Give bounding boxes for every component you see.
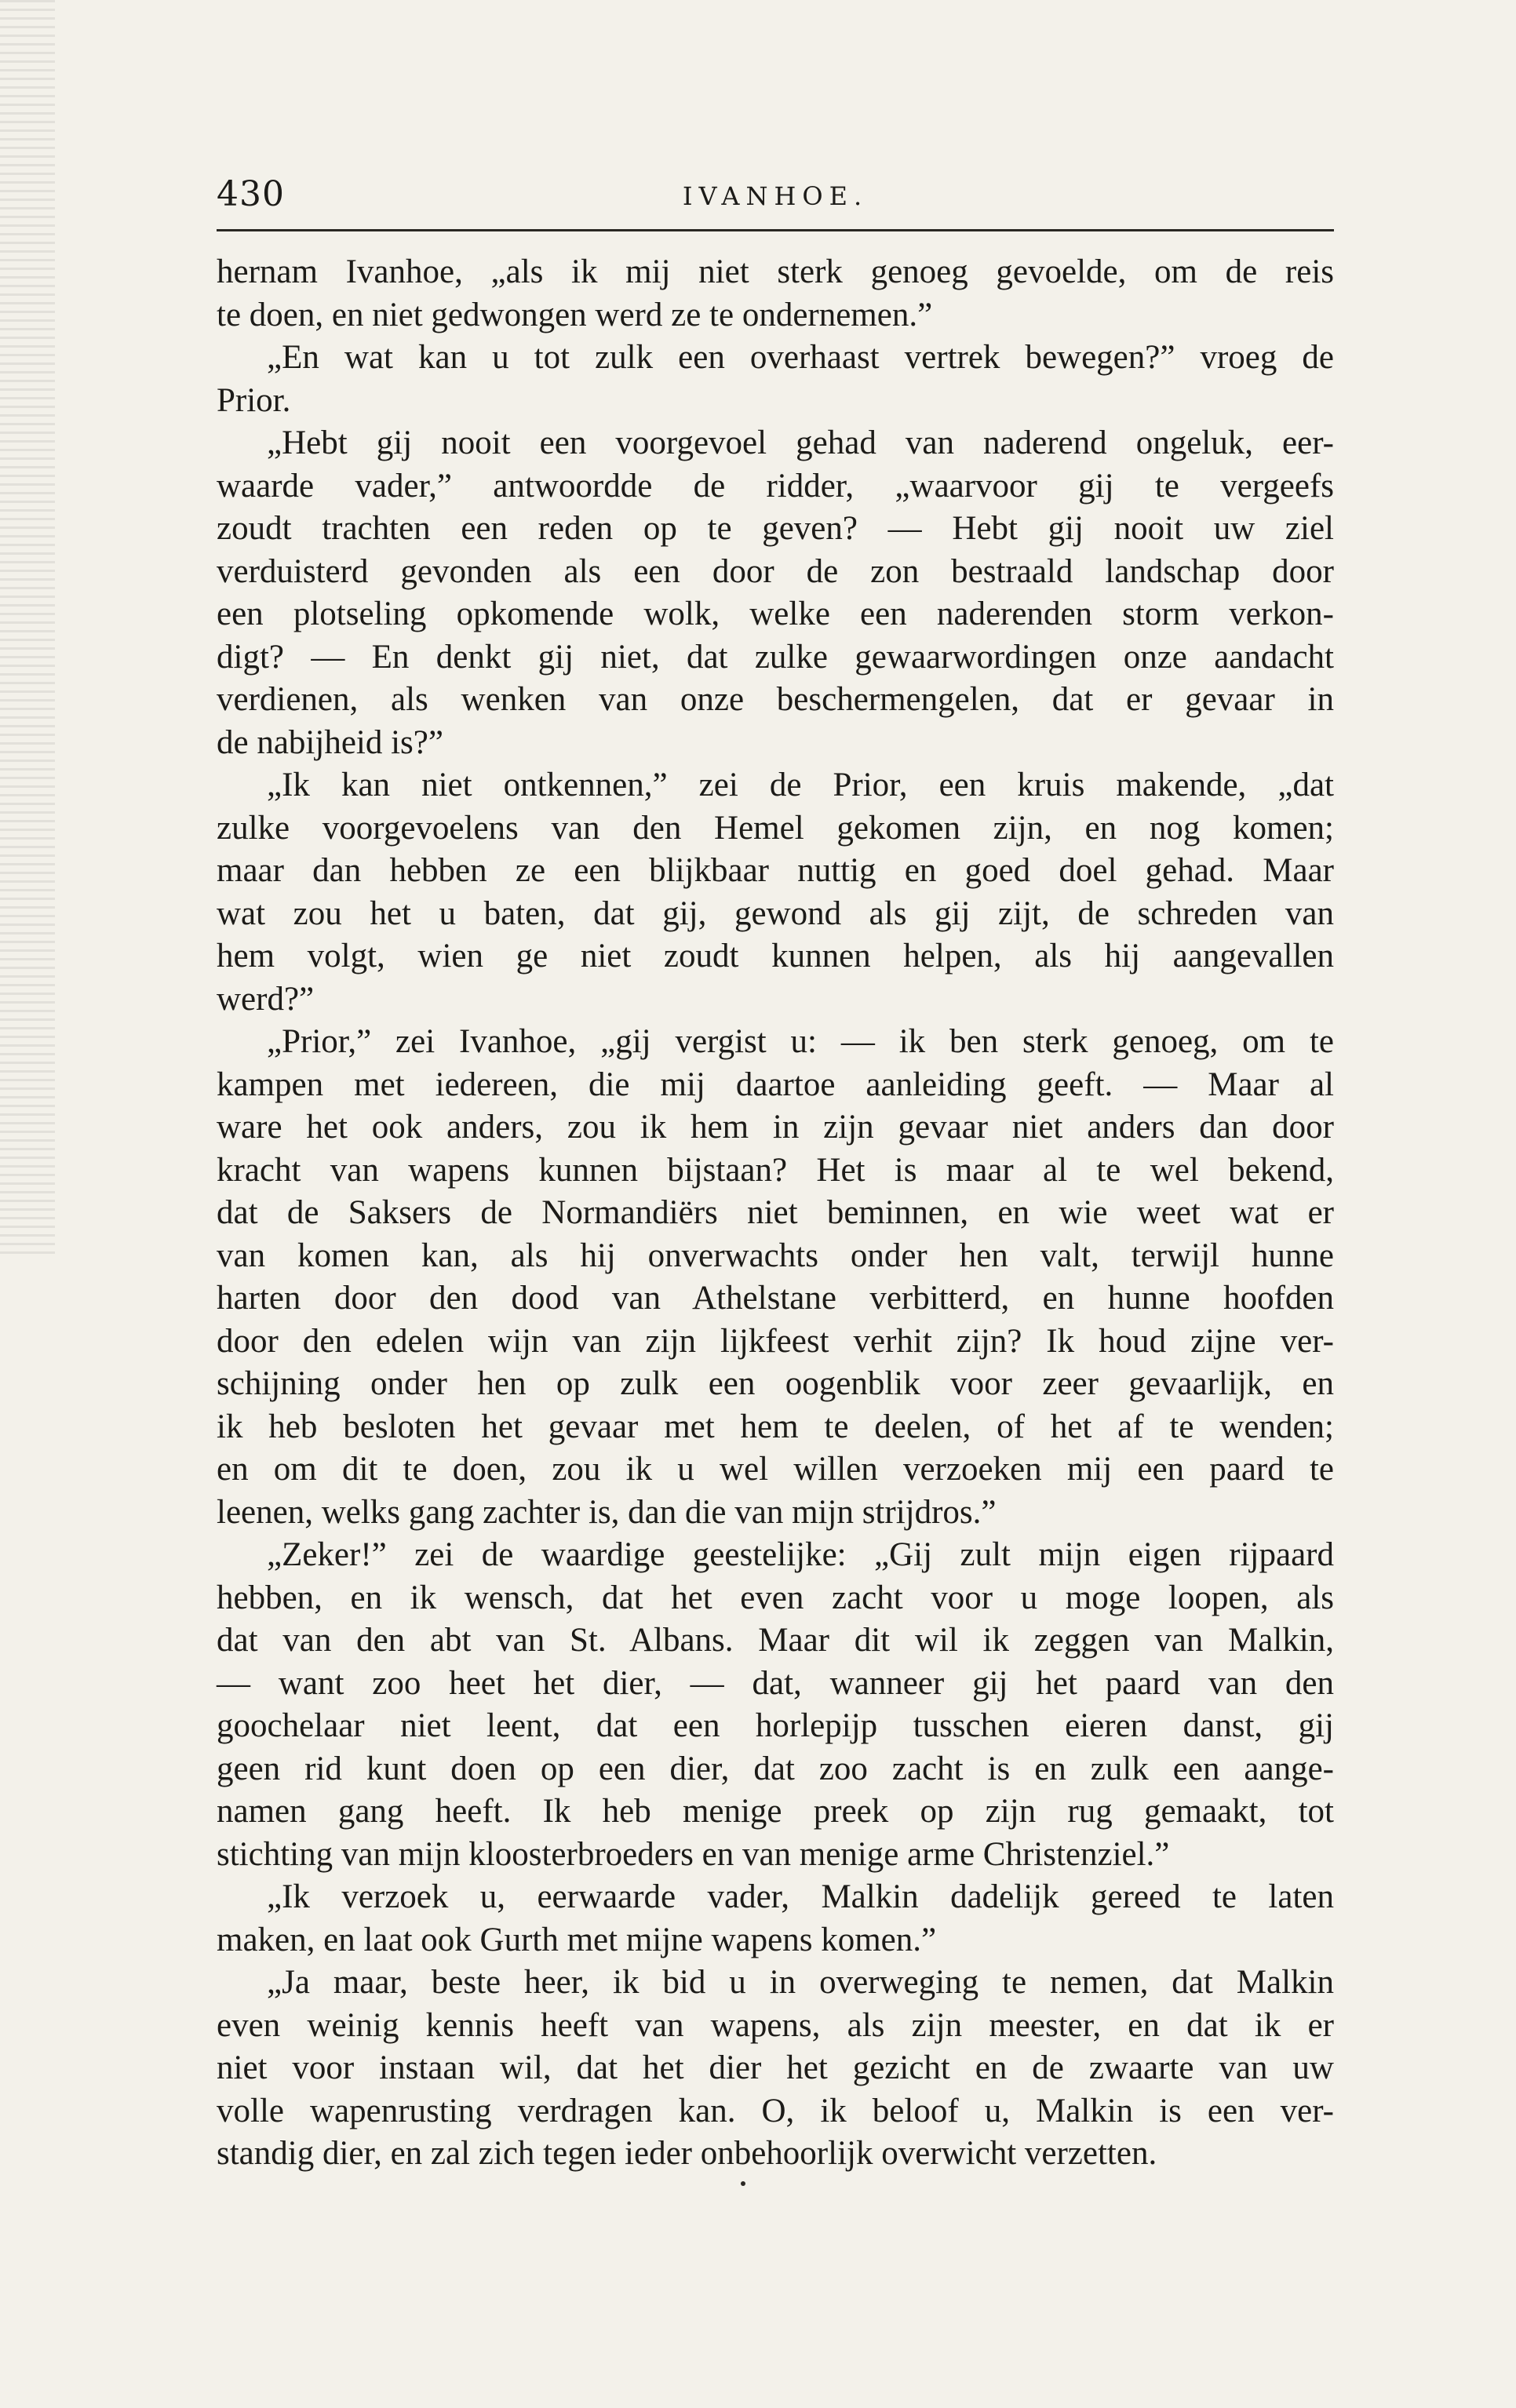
print-speck (741, 2181, 745, 2186)
text-line: leenen, welks gang zachter is, dan die van mijn strijdros.” (217, 1493, 997, 1531)
text-line: geen rid kunt doen op een dier, dat zoo zacht is en zulk een aange- (217, 1750, 1334, 1787)
text-line: hem volgt, wien ge niet zoudt kunnen helpen, als hij aangevallen (217, 938, 1334, 974)
text-line: kracht van wapens kunnen bijstaan? Het is maar al te wel bekend, (217, 1151, 1334, 1189)
text-line: „Ik kan niet ontkennen,” zei de Prior, een kruis makende, „dat (267, 767, 1334, 803)
text-line: „Zeker!” zei de waardige geestelijke: „Gij zult mijn eigen rijpaard (267, 1536, 1334, 1573)
text-line: namen gang heeft. Ik heb menige preek op zijn rug gemaakt, tot (217, 1793, 1334, 1830)
text-line: stichting van mijn kloosterbroeders en van menige arme Christenziel.” (217, 1835, 1170, 1873)
running-title: IVANHOE. (682, 181, 869, 211)
text-line: kampen met iedereen, die mij daartoe aanleiding geeft. — Maar al (217, 1066, 1334, 1103)
text-line: niet voor instaan wil, dat het dier het gezicht en de zwaarte van uw (217, 2049, 1334, 2086)
text-line: te doen, en niet gedwongen werd ze te ondernemen.” (217, 296, 933, 333)
text-line: verdienen, als wenken van onze beschermengelen, dat er gevaar in (217, 681, 1334, 718)
text-line: werd?” (217, 980, 315, 1018)
text-line: van komen kan, als hij onverwachts onder hen valt, terwijl hunne (217, 1237, 1334, 1274)
text-line: ik heb besloten het gevaar met hem te deelen, of het af te wenden; (217, 1408, 1334, 1445)
text-line: de nabijheid is?” (217, 723, 443, 761)
text-line: „Ja maar, beste heer, ik bid u in overweging te nemen, dat Malkin (267, 1964, 1334, 2001)
text-line: zulke voorgevoelens van den Hemel gekomen zijn, en nog komen; (217, 809, 1334, 847)
text-line: hebben, en ik wensch, dat het even zacht voor u moge loopen, als (217, 1579, 1334, 1616)
text-line: verduisterd gevonden als een door de zon bestraald landschap door (217, 552, 1334, 590)
text-line: „En wat kan u tot zulk een overhaast vertrek bewegen?” vroeg de (267, 339, 1334, 376)
page-edge-shadow (0, 0, 55, 1255)
text-line: goochelaar niet leent, dat een horlepijp tusschen eieren danst, gij (217, 1707, 1334, 1744)
text-line: maar dan hebben ze een blijkbaar nuttig en goed doel gehad. Maar (217, 852, 1334, 889)
text-line: waarde vader,” antwoordde de ridder, „waarvoor gij te vergeefs (217, 467, 1334, 505)
body-text (217, 251, 1334, 2176)
page-header (217, 171, 1334, 231)
text-line: dat van den abt van St. Albans. Maar dit wil ik zeggen van Malkin, (217, 1622, 1334, 1659)
page-number: 430 (217, 174, 285, 214)
text-line: Prior. (217, 381, 291, 419)
text-line: en om dit te doen, zou ik u wel willen verzoeken mij een paard te (217, 1451, 1334, 1488)
text-line: door den edelen wijn van zijn lijkfeest verhit zijn? Ik houd zijne ver- (217, 1322, 1334, 1360)
text-line: volle wapenrusting verdragen kan. O, ik beloof u, Malkin is een ver- (217, 2092, 1334, 2129)
text-line: — want zoo heet het dier, — dat, wanneer gij het paard van den (217, 1664, 1334, 1702)
text-line: schijning onder hen op zulk een oogenblik voor zeer gevaarlijk, en (217, 1365, 1334, 1402)
text-line: hernam Ivanhoe, „als ik mij niet sterk genoeg gevoelde, om de reis (217, 253, 1334, 290)
text-line: maken, en laat ook Gurth met mijne wapens komen.” (217, 1921, 937, 1958)
text-line: een plotseling opkomende wolk, welke een naderenden storm verkon- (217, 596, 1334, 632)
text-line: „Hebt gij nooit een voorgevoel gehad van naderend ongeluk, eer- (267, 424, 1334, 461)
text-line: digt? — En denkt gij niet, dat zulke gewaarwordingen onze aandacht (217, 638, 1334, 676)
text-line: ware het ook anders, zou ik hem in zijn gevaar niet anders dan door (217, 1109, 1334, 1146)
text-line: zoudt trachten een reden op te geven? — Hebt gij nooit uw ziel (217, 510, 1334, 547)
text-line: wat zou het u baten, dat gij, gewond als gij zijt, de schreden van (217, 894, 1334, 932)
text-line: dat de Saksers de Normandiërs niet beminnen, en wie weet wat er (217, 1194, 1334, 1231)
text-line: „Prior,” zei Ivanhoe, „gij vergist u: — ik ben sterk genoeg, om te (267, 1023, 1334, 1060)
text-line: even weinig kennis heeft van wapens, als zijn meester, en dat ik er (217, 2006, 1334, 2044)
text-line: „Ik verzoek u, eerwaarde vader, Malkin dadelijk gereed te laten (267, 1878, 1334, 1915)
text-line: harten door den dood van Athelstane verbitterd, en hunne hoofden (217, 1280, 1334, 1317)
text-line: standig dier, en zal zich tegen ieder onbehoorlijk overwicht verzetten. (217, 2135, 1157, 2172)
